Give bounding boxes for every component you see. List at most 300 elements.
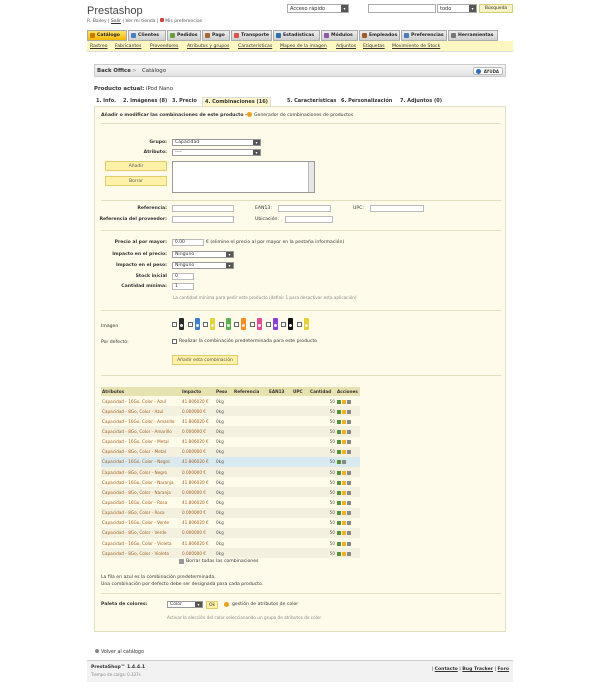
edit-icon[interactable] [337,400,341,404]
col-impact: Impacto [181,387,215,396]
tab-payment[interactable]: Pago [202,30,230,41]
default-star-icon[interactable] [342,491,346,495]
cell-impact: 41.806020 € [182,499,209,505]
price-impact-label: Impacto en el precio: [112,252,167,257]
tab-attachments[interactable]: 7. Adjuntos (0) [400,98,442,104]
table-row[interactable] [101,406,360,416]
cell-ean13 [268,467,292,477]
cell-upc [292,518,309,528]
edit-icon[interactable] [337,430,341,434]
delete-icon[interactable] [347,521,351,525]
table-row[interactable] [101,426,360,436]
table-row[interactable] [101,447,360,457]
cell-impact: 41.806020 € [181,457,215,467]
cell-weight: 0kg [215,467,233,477]
delete-icon[interactable] [347,511,351,515]
cell-actions [336,447,360,457]
default-star-icon[interactable] [342,481,346,485]
delete-icon[interactable] [347,420,351,424]
image-checkbox[interactable] [297,322,302,327]
subnav-image-mapping[interactable]: Mapeo de la imagen [280,44,327,49]
cell-actions [336,518,360,528]
modules-icon [324,33,329,38]
cell-ean13 [268,457,292,467]
cell-attributes: Capacidad - 16Go, Color - Metal [102,439,169,445]
chevron-down-icon: ▾ [195,602,202,607]
edit-icon[interactable] [337,440,341,444]
cell-ean13 [268,528,292,538]
col-ean13: EAN13 [268,387,292,396]
ipod-image [195,318,200,330]
cell-actions [336,477,360,487]
table-row[interactable] [101,467,360,477]
table-row[interactable] [101,528,360,538]
search-input[interactable] [368,4,436,13]
default-star-icon[interactable] [342,521,346,525]
col-upc: UPC [292,387,309,396]
edit-icon[interactable] [337,511,341,515]
default-star-icon[interactable] [342,471,346,475]
weight-impact-select[interactable]: Ninguno ▾ [172,262,234,269]
cell-ean13 [268,477,292,487]
delete-icon[interactable] [347,552,351,556]
help-button[interactable]: AYUDA [473,67,503,75]
default-checkbox-label: Realizar la combinación predeterminada para este producto [179,339,318,344]
delete-icon[interactable] [347,400,351,404]
delete-all-button[interactable]: Borrar todas las combinaciones [186,559,259,564]
cell-reference [233,508,268,518]
weight-impact-label: Impacto en el peso: [116,263,167,268]
cell-impact: 0.000000 € [181,426,215,436]
cell-upc [292,508,309,518]
ipod-image [241,318,246,330]
cell-quantity: 50 [309,508,336,518]
edit-icon[interactable] [337,521,341,525]
edit-icon[interactable] [337,491,341,495]
reference-input[interactable] [172,205,234,212]
search-scope-select[interactable]: todo ▾ [437,4,477,13]
tab-info[interactable]: 1. Info. [96,98,117,104]
col-quantity: Cantidad [309,387,336,396]
ipod-image [226,318,231,330]
view-shop-link[interactable]: Ver mi tienda [125,19,156,24]
delete-icon[interactable] [347,410,351,414]
cell-impact: 0.000000 € [181,487,215,497]
table-row[interactable] [101,487,360,497]
cell-quantity: 50 [309,406,336,416]
chevron-down-icon: ▾ [226,252,233,257]
group-select[interactable]: Capacidad ▾ [172,139,261,146]
cell-upc [292,437,309,447]
supplier-ref-label: Referencia del proveedor: [99,217,167,222]
cell-impact: 0.000000 € [181,548,215,558]
cell-attributes: Capacidad - 16Go, Color - Rosa [102,499,168,505]
cell-reference [233,406,268,416]
tab-orders[interactable]: Pedidos [167,30,201,41]
table-row[interactable] [101,457,360,467]
edit-icon[interactable] [337,460,341,464]
chevron-down-icon: ▾ [226,263,233,268]
attribute-list[interactable] [172,161,315,193]
cell-reference [233,416,268,426]
add-attribute-button[interactable]: Añadir [105,161,167,171]
cell-impact: 0.000000 € [181,508,215,518]
edit-icon[interactable] [337,542,341,546]
default-star-icon[interactable] [342,410,346,414]
delete-icon[interactable] [347,531,351,535]
location-label: Ubicación: [255,217,279,222]
delete-icon[interactable] [347,481,351,485]
ean-label: EAN13: [255,206,272,211]
cell-weight: 0kg [216,499,224,505]
cell-upc [292,487,309,497]
tab-customization[interactable]: 6. Personalización [341,98,393,104]
footer-version: PrestaShop™ 1.4.4.1 [91,665,146,670]
default-star-icon[interactable] [342,440,346,444]
upc-label: UPC: [353,206,364,211]
tab-preferences[interactable]: Preferencias [401,30,447,41]
upc-input[interactable] [370,205,424,212]
table-note-required: Una combinación por defecto debe ser designada para cada producto. [101,582,264,587]
ipod-image [304,318,309,330]
edit-icon[interactable] [337,420,341,424]
cell-quantity: 50 [329,499,335,505]
orders-icon [170,33,175,38]
tools-icon [451,33,456,38]
cell-quantity: 50 [309,457,336,467]
ean-input[interactable] [278,205,331,212]
tab-combinations[interactable]: 4. Combinaciones (16) [202,97,271,107]
group-label: Grupo: [149,140,167,145]
footer-link-forum[interactable]: Foro [497,667,509,672]
ipod-image [257,318,262,330]
image-checkbox[interactable] [203,322,208,327]
chevron-down-icon: ▾ [253,140,260,145]
cell-weight: 0kg [216,540,224,546]
palette-ok-button[interactable]: Ok [206,601,218,609]
delete-icon[interactable] [342,460,346,464]
cell-attributes: Capacidad - 8Go, Color - Rosa [101,508,181,518]
cell-attributes: Capacidad - 8Go, Color - Amarillo [101,426,181,436]
cell-upc [292,477,309,487]
cell-attributes: Capacidad - 8Go, Color - Violeta [101,548,181,558]
table-row[interactable] [101,548,360,558]
default-label: Por defecto: [101,340,129,345]
cell-upc [292,548,309,558]
subnav-suppliers[interactable]: Proveedores [150,44,179,49]
cell-attributes: Capacidad - 16Go, Color - Violeta [102,540,172,546]
back-to-catalog[interactable]: Volver al catálogo [95,649,144,655]
image-checkbox[interactable] [281,322,286,327]
cell-attributes: Capacidad - 8Go, Color - Verde [101,528,181,538]
catalog-icon [90,33,95,38]
palette-hint: Activar la elección del color seleccionando un grupo de atributos de color. [167,615,323,620]
supplier-ref-input[interactable] [172,216,234,223]
breadcrumb-root[interactable]: Back Office [97,68,131,74]
cell-impact: 41.806020 € [182,418,209,424]
table-note-default: La fila en azul es la combinación predeterminada. [101,575,216,580]
attribute-select[interactable]: ---- ▾ [172,149,261,156]
default-star-icon[interactable] [342,501,346,505]
default-star-icon[interactable] [342,542,346,546]
trash-icon [179,559,184,564]
cell-actions [336,508,360,518]
user-name: R. Bailey | [87,19,110,24]
subnav-attachments[interactable]: Adjuntos [336,44,357,49]
cell-ean13 [268,538,292,548]
cell-reference [233,447,268,457]
min-qty-input[interactable]: 1 [172,283,194,290]
cell-weight: 0kg [215,447,233,457]
min-qty-hint: La cantidad mínima para pedir este producto (definir 1 para desactivar esta aplicación) [173,295,357,300]
customers-icon [131,33,136,38]
edit-icon[interactable] [337,471,341,475]
subnav-attributes[interactable]: Atributos y grupos [187,44,230,49]
color-gear-icon [224,602,229,607]
cell-weight: 0kg [216,520,224,526]
preferences-icon [404,33,409,38]
tab-catalog[interactable]: Catálogo [87,30,127,41]
table-row[interactable] [101,437,360,447]
cell-actions [336,467,360,477]
edit-icon[interactable] [337,552,341,556]
tab-employees[interactable]: Empleados [359,30,400,41]
cell-reference [233,538,268,548]
wholesale-input[interactable]: 0.00 [172,239,204,246]
image-checkbox[interactable] [188,322,193,327]
logout-link[interactable]: Salir [111,19,121,24]
price-impact-select[interactable]: Ninguno ▾ [172,251,234,258]
col-attributes: Atributos [101,387,181,396]
cell-actions [336,487,360,497]
quick-access-select[interactable]: Acceso rápido ▾ [287,4,349,13]
image-label: Imagen [101,324,119,329]
default-checkbox[interactable] [172,339,177,344]
cell-upc [292,416,309,426]
cell-impact: 41.806020 € [182,520,209,526]
cell-ean13 [268,518,292,528]
stock-label: Stock inicial [135,274,167,279]
cell-actions [336,437,360,447]
delete-icon[interactable] [347,430,351,434]
footer-link-contact[interactable]: Contacto [434,667,458,672]
default-star-icon[interactable] [342,531,346,535]
subnav-tags[interactable]: Etiquetas [363,44,385,49]
cell-reference [233,457,268,467]
col-actions: Acciones [336,387,360,396]
cell-impact: 41.806020 € [182,439,209,445]
palette-select[interactable]: Color ▾ [167,601,203,608]
cell-actions [336,497,360,507]
payment-icon [205,33,210,38]
delete-icon[interactable] [347,491,351,495]
user-line: R. Bailey | Salir | Ver mi tienda | Mis preferencias [87,19,203,24]
stock-input[interactable]: 0 [172,273,194,280]
cell-quantity: 50 [309,487,336,497]
table-row[interactable] [101,497,360,507]
default-star-icon[interactable] [342,420,346,424]
table-row[interactable] [101,396,360,406]
edit-icon[interactable] [337,410,341,414]
reference-label: Referencia: [137,206,167,211]
default-star-icon[interactable] [342,511,346,515]
wholesale-label: Precio al por mayor: [114,240,167,245]
footer-links: | Contacto | Bug Tracker | Foro [431,667,509,672]
default-star-icon[interactable] [342,552,346,556]
cell-weight: 0kg [216,398,224,404]
edit-icon[interactable] [337,501,341,505]
cell-ean13 [268,497,292,507]
cell-weight: 0kg [215,426,233,436]
tab-images[interactable]: 2. Imágenes (8) [123,98,168,104]
image-checkbox[interactable] [266,322,271,327]
delete-icon[interactable] [347,542,351,546]
chevron-down-icon: ▾ [341,5,348,12]
ipod-image [210,318,215,330]
delete-icon[interactable] [347,471,351,475]
chevron-down-icon: ▾ [469,5,476,12]
cell-attributes: Capacidad - 8Go, Color - Naranja [101,487,181,497]
table-row[interactable] [101,538,360,548]
footer-load-time: Tiempo de carga: 0.337s [91,672,141,677]
footer [87,660,513,682]
cell-weight: 0kg [215,528,233,538]
location-input[interactable] [285,216,333,223]
help-icon [476,69,481,74]
tab-customers[interactable]: Clientes [128,30,166,41]
tab-tools[interactable]: Herramientas [448,30,498,41]
table-row[interactable] [101,508,360,518]
tab-stats[interactable]: Estadísticas [273,30,320,41]
cell-reference [233,528,268,538]
scrollbar[interactable] [308,162,314,192]
default-star-icon[interactable] [342,450,346,454]
cell-attributes: Capacidad - 8Go, Color - Negro [101,467,181,477]
delete-icon[interactable] [347,450,351,454]
edit-icon[interactable] [337,450,341,454]
prefs-icon [160,18,164,22]
cell-quantity: 50 [309,548,336,558]
chevron-down-icon: ▾ [253,150,260,155]
cell-weight: 0kg [215,457,233,467]
subnav-manufacturers[interactable]: Fabricantes [115,44,142,49]
cell-quantity: 50 [309,447,336,457]
app-title: Prestashop [87,5,143,17]
cell-ean13 [268,416,292,426]
cell-quantity: 50 [309,528,336,538]
cell-quantity: 50 [329,479,335,485]
color-management-link[interactable]: gestión de atributos de color [232,602,299,607]
cell-reference [233,467,268,477]
cell-actions [336,528,360,538]
cell-ean13 [268,426,292,436]
cell-actions [336,426,360,436]
cell-actions [336,416,360,426]
cell-impact: 0.000000 € [181,447,215,457]
image-checkbox[interactable] [219,322,224,327]
cell-reference [233,487,268,497]
cell-ean13 [268,508,292,518]
edit-icon[interactable] [337,531,341,535]
delete-attribute-button[interactable]: Borrar [105,176,167,186]
cell-upc [292,426,309,436]
tab-shipping[interactable]: Transporte [231,30,272,41]
cell-impact: 0.000000 € [181,406,215,416]
cell-ean13 [268,548,292,558]
product-name: iPod Nano [145,86,174,92]
col-reference: Referencia [233,387,268,396]
table-row[interactable] [101,477,360,487]
cell-reference [233,477,268,487]
delete-icon[interactable] [347,501,351,505]
cell-actions [336,396,360,406]
cell-weight: 0kg [215,487,233,497]
cell-ean13 [268,447,292,457]
cell-weight: 0kg [215,548,233,558]
combinations-table [101,387,360,558]
default-star-icon[interactable] [342,430,346,434]
breadcrumb-current: Catálogo [142,68,166,74]
add-combination-button[interactable]: Añadir esta combinación [172,355,238,365]
stats-icon [276,33,281,38]
subnav-features[interactable]: Características [238,44,273,49]
cell-impact: 41.806020 € [182,398,209,404]
cell-quantity: 50 [329,540,335,546]
cell-reference [233,437,268,447]
cell-impact: 0.000000 € [181,528,215,538]
cell-upc [292,406,309,416]
image-checkbox[interactable] [234,322,239,327]
table-row[interactable] [101,518,360,528]
cell-attributes: Capacidad - 16Go, Color - Azul [102,398,167,404]
search-button[interactable]: Búsqueda [479,4,513,13]
breadcrumb-separator: > [132,68,137,74]
delete-icon[interactable] [347,440,351,444]
table-row[interactable] [101,416,360,426]
image-checkbox[interactable] [250,322,255,327]
tab-modules[interactable]: Módulos [321,30,358,41]
default-star-icon[interactable] [342,400,346,404]
cell-ean13 [268,487,292,497]
cell-attributes: Capacidad - 8Go, Color - Azul [101,406,181,416]
palette-label: Paleta de colores: [101,602,148,607]
prefs-link[interactable]: Mis preferencias [165,19,203,24]
image-checkbox[interactable] [172,322,177,327]
cell-impact: 41.806020 € [182,540,209,546]
sub-navigation [87,41,513,52]
cell-weight: 0kg [215,508,233,518]
attribute-label: Atributo: [143,150,167,155]
subnav-stock[interactable]: Movimiento de Stock [392,44,441,49]
tab-features[interactable]: 5. Características [287,98,337,104]
cell-ean13 [268,437,292,447]
footer-link-bugtracker[interactable]: Bug Tracker [462,667,493,672]
min-qty-label: Cantidad mínima: [121,284,167,289]
cell-upc [292,447,309,457]
subnav-tracking[interactable]: Rastreo [90,44,108,49]
cell-upc [292,538,309,548]
edit-icon[interactable] [337,481,341,485]
generator-link[interactable]: Generador de combinaciones de productos [254,113,354,118]
employees-icon [362,33,367,38]
cell-attributes: Capacidad - 16Go, Color - Amarillo [102,418,175,424]
shipping-icon [234,33,239,38]
cell-actions [336,548,360,558]
tab-price[interactable]: 3. Precio [172,98,197,104]
cell-actions [336,538,360,548]
cell-attributes: Capacidad - 16Go, Color - Negro [101,457,181,467]
cell-upc [292,457,309,467]
